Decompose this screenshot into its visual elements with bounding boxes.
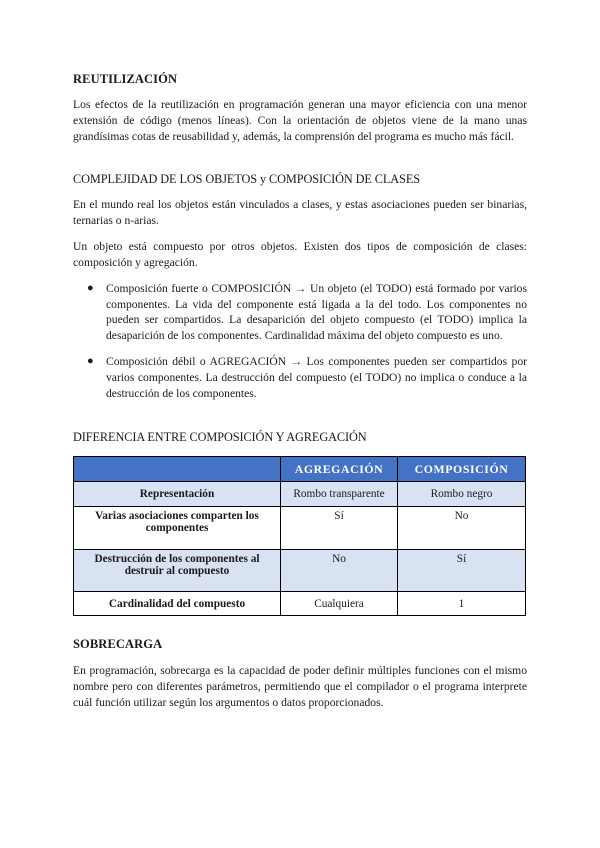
bullet-dot-icon: ● [87,282,94,294]
table-cell: No [398,507,526,550]
bullet-agregacion-text: Composición débil o AGREGACIÓN → Los componentes pueden ser compartidos por varios componentes. La destrucción del compuesto (el TODO) no implica o conduce a la destrucción de los componentes. [106,355,527,400]
table-row-label: Cardinalidad del compuesto [74,592,281,616]
complejidad-paragraph-2: Un objeto está compuesto por otros objetos. Existen dos tipos de composición de clases: composición y agregación. [73,240,527,269]
table-cell: Rombo transparente [281,482,398,507]
table-row [74,592,526,616]
bullet-composicion [73,281,527,343]
table-header-agregacion: AGREGACIÓN [281,457,398,482]
table-row [74,482,526,507]
table-header-empty [74,457,281,482]
table-cell: Cualquiera [281,592,398,616]
table-row [74,507,526,550]
comparison-table [73,456,526,616]
reutilizacion-heading: REUTILIZACIÓN [73,72,178,86]
sobrecarga-heading: SOBRECARGA [73,637,163,651]
table-row-label: Varias asociaciones comparten los componentes [74,507,281,550]
sobrecarga-paragraph: En programación, sobrecarga es la capacidad de poder definir múltiples funciones con el mismo nombre pero con diferentes parámetros, permitiendo que el compilador o el programa interprete cuál función utilizar según los argumentos o datos proporcionados. [73,664,527,709]
table-cell: Sí [281,507,398,550]
complejidad-heading: COMPLEJIDAD DE LOS OBJETOS y COMPOSICIÓN DE CLASES [73,172,420,186]
table-cell: 1 [398,592,526,616]
table-row-label: Destrucción de los componentes al destruir al compuesto [74,550,281,592]
table-cell: Sí [398,550,526,592]
composition-bullet-list [73,281,527,401]
table-header-row [74,457,526,482]
complejidad-paragraph-1: En el mundo real los objetos están vinculados a clases, y estas asociaciones pueden ser binarias, ternarias o n-arias. [73,198,527,227]
table-row [74,550,526,592]
bullet-dot-icon: ● [87,355,94,368]
table-row-label: Representación [74,482,281,507]
reutilizacion-paragraph: Los efectos de la reutilización en programación generan una mayor eficiencia con una menor extensión de código (menos líneas). Con la orientación de objetos viene de la mano unas grandísimas cotas de reusabilidad y, además, la comprensión del programa es mucho más fácil. [73,98,527,143]
table-cell: Rombo negro [398,482,526,507]
table-header-composicion: COMPOSICIÓN [398,457,526,482]
table-cell: No [281,550,398,592]
diferencia-heading: DIFERENCIA ENTRE COMPOSICIÓN Y AGREGACIÓN [73,430,367,444]
bullet-agregacion [73,354,527,401]
bullet-composicion-text: Composición fuerte o COMPOSICIÓN → Un objeto (el TODO) está formado por varios componentes. La vida del componente está ligada a la del todo. Los componentes no pueden ser compartidos. La desaparición del objeto compuesto (el TODO) implica la desaparición de los componentes. Cardinalidad máxima del objeto compuesto es uno. [106,282,527,342]
